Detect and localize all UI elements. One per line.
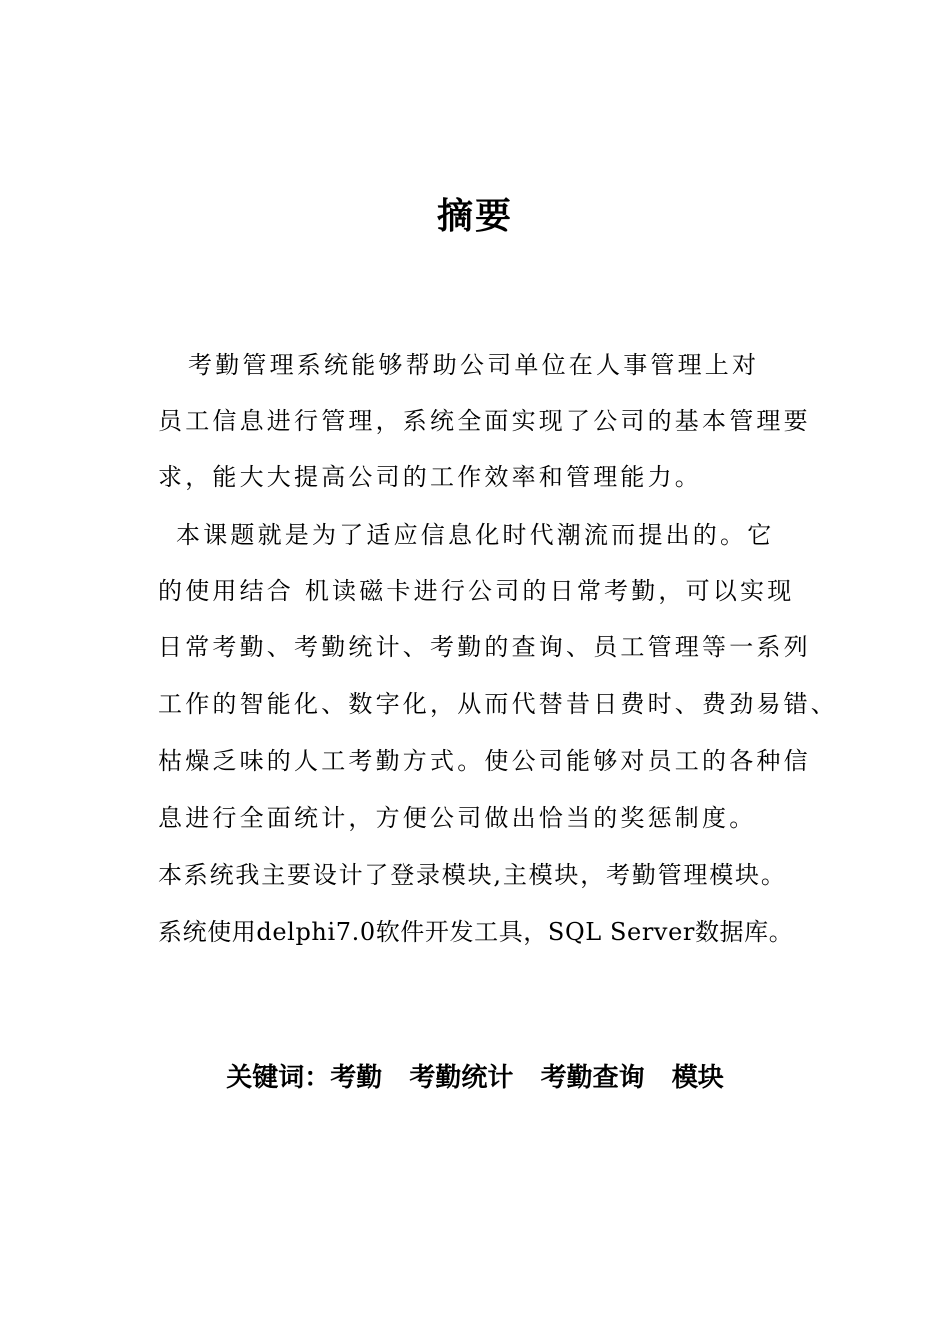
abstract-line: 本课题就是为了适应信息化时代潮流而提出的。它 [176, 521, 775, 549]
abstract-line: 本系统我主要设计了登录模块,主模块，考勤管理模块。 [158, 861, 787, 889]
abstract-line: 员工信息进行管理，系统全面实现了公司的基本管理要 [158, 407, 811, 435]
abstract-line: 考勤管理系统能够帮助公司单位在人事管理上对 [188, 351, 760, 379]
abstract-line: 工作的智能化、数字化，从而代替昔日费时、费劲易错、 [158, 690, 838, 718]
keywords-line: 关键词：考勤 考勤统计 考勤查询 模块 [226, 1063, 724, 1093]
abstract-line: 系统使用delphi7.0软件开发工具，SQL Server数据库。 [158, 918, 794, 946]
abstract-line: 的使用结合 机读磁卡进行公司的日常考勤，可以实现 [158, 577, 795, 605]
abstract-line: 日常考勤、考勤统计、考勤的查询、员工管理等一系列 [158, 633, 811, 661]
abstract-line: 息进行全面统计，方便公司做出恰当的奖惩制度。 [158, 804, 757, 832]
abstract-line: 枯燥乏味的人工考勤方式。使公司能够对员工的各种信 [158, 747, 811, 775]
abstract-line: 求，能大大提高公司的工作效率和管理能力。 [158, 463, 702, 491]
page-title: 摘要 [436, 195, 513, 237]
